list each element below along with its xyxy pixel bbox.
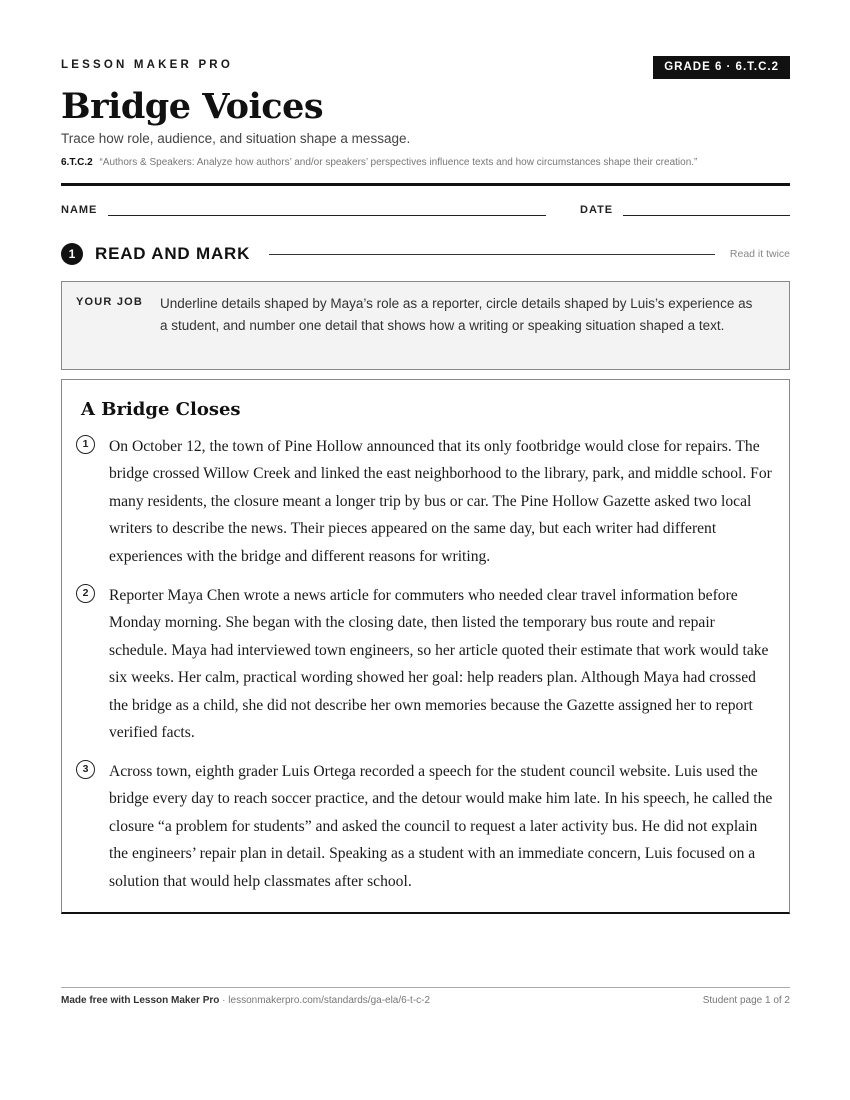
top-bar <box>61 56 790 80</box>
name-label: NAME <box>61 204 98 216</box>
brand-name: LESSON MAKER PRO <box>61 59 233 71</box>
page-subtitle: Trace how role, audience, and situation shape a message. <box>61 131 411 146</box>
date-label: DATE <box>580 204 614 216</box>
footer-separator: · <box>219 995 229 1006</box>
passage-paragraph: Reporter Maya Chen wrote a news article for commuters who needed clear travel information before Monday morning. She began with the closing date, then listed the temporary bus route and repair schedule. Maya had interviewed town engineers, so her article quoted their estimate that work would take six weeks. Her calm, practical wording showed her goal: help readers plan. Although Maya had crossed the bridge as a child, she did not describe her own memories because the Gazette assigned her to report verified facts. <box>109 587 769 742</box>
paragraph-number: 2 <box>76 584 95 603</box>
grade-badge: GRADE 6 · 6.T.C.2 <box>653 56 790 79</box>
footer-url[interactable]: lessonmakerpro.com/standards/ga-ela/6-t-c-2 <box>228 995 431 1006</box>
paragraph-number: 1 <box>76 435 95 454</box>
footer-made-with: Made free with Lesson Maker Pro <box>61 995 220 1006</box>
job-label: YOUR JOB <box>76 296 144 308</box>
section-header <box>61 243 790 265</box>
footer-divider <box>61 987 790 988</box>
passage-paragraph: On October 12, the town of Pine Hollow announced that its only footbridge would close for repairs. The bridge crossed Willow Creek and linked the east neighborhood to the library, park, and middle school. For many residents, the closure meant a longer trip by bus or car. The Pine Hollow Gazette asked two local writers to describe the news. Their pieces appeared on the same day, but each writer had different experiences with the bridge and different reasons for writing. <box>109 438 772 565</box>
standard-text: “Authors & Speakers: Analyze how authors’ and/or speakers’ perspectives influence texts and how circumstances shape their creation.” <box>99 157 698 168</box>
reading-passage <box>61 379 790 914</box>
footer <box>61 995 790 1006</box>
passage-paragraph: Across town, eighth grader Luis Ortega recorded a speech for the student council website. Luis used the bridge every day to reach soccer practice, and the detour would make him late. In his speech, he called the closure “a problem for students” and asked the council to request a later activity bus. He did not explain the engineers’ repair plan in detail. Speaking as a student with an immediate concern, Luis focused on a solution that would help classmates after school. <box>109 763 773 890</box>
section-number-badge: 1 <box>61 243 83 265</box>
standard-line <box>61 157 790 168</box>
header-divider <box>61 183 790 186</box>
standard-code: 6.T.C.2 <box>61 157 93 168</box>
name-date-row <box>61 204 790 220</box>
section-rule <box>269 254 715 255</box>
section-title: READ AND MARK <box>95 244 251 263</box>
page-title: Bridge Voices <box>61 86 324 127</box>
passage-title: A Bridge Closes <box>81 399 241 420</box>
name-field[interactable] <box>108 215 546 216</box>
job-text: Underline details shaped by Maya’s role as a reporter, circle details shaped by Luis’s experience as a student, and number one detail that shows how a writing or speaking situation shaped a text. <box>160 296 753 333</box>
section-hint: Read it twice <box>729 248 790 260</box>
job-instructions-box <box>61 281 790 370</box>
date-field[interactable] <box>623 215 790 216</box>
page-indicator: Student page 1 of 2 <box>702 995 790 1006</box>
paragraph-number: 3 <box>76 760 95 779</box>
